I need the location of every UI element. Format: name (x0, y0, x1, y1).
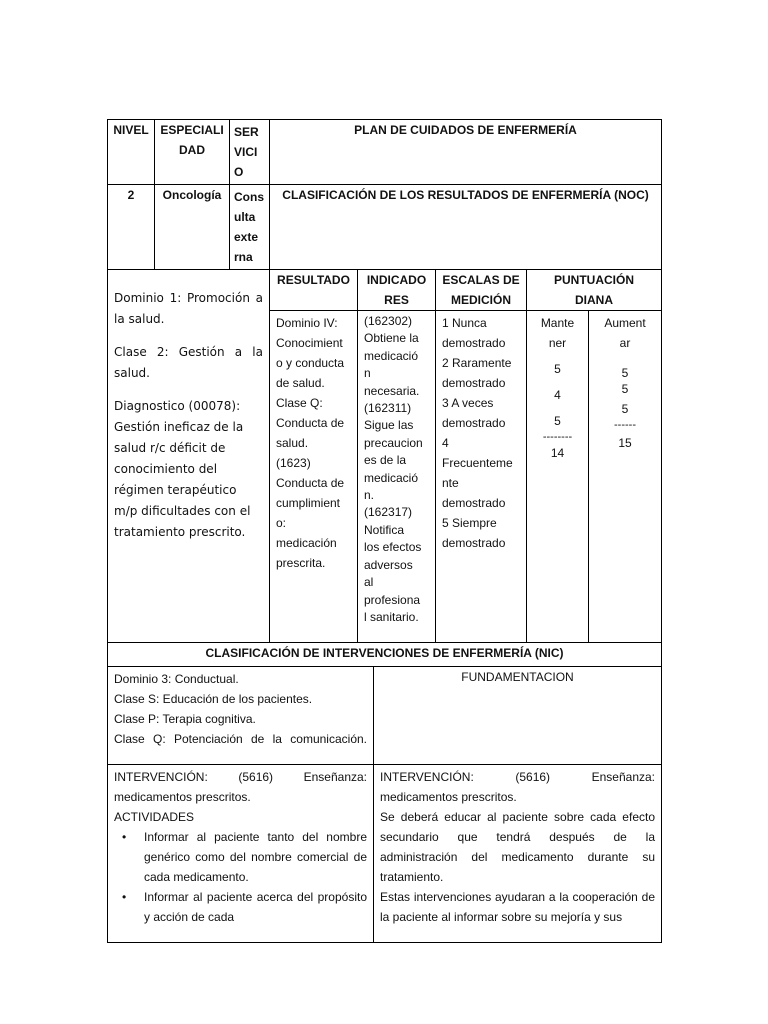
fundamentacion-header: FUNDAMENTACION (374, 667, 662, 765)
page-title: PLAN DE CUIDADOS DE ENFERMERÍA (270, 120, 662, 185)
diagnostico-text: Diagnostico (00078): Gestión ineficaz de la salud r/c déficit de conocimiento del régimen terapéutico m/p dificultades con el tratamiento prescrito. (114, 399, 251, 539)
header-nivel: NIVEL (108, 120, 155, 185)
mantener-separator: -------- (542, 431, 573, 443)
nic-title: CLASIFICACIÓN DE INTERVENCIONES DE ENFERMERÍA (NIC) (108, 643, 662, 667)
aumentar-value: 5 (621, 382, 629, 396)
indicadores-list: (162302) Obtiene la medicació n necesaria. (162311) Sigue las precaucion es de la medicació n. (162317) Notifica los efectos adversos al profesiona l sanitario. (358, 311, 436, 643)
mantener-value: 5 (554, 362, 561, 376)
nic-domain-cell (108, 667, 374, 765)
aumentar-separator: ------ (614, 419, 636, 431)
especialidad-value: Oncología (155, 185, 230, 270)
nic-clase-p: Clase P: Terapia cognitiva. (114, 712, 256, 726)
resultado-list: Dominio IV: Conocimient o y conducta de salud. Clase Q: Conducta de salud. (1623) Conducta de cumplimient o: medicación prescrita. (270, 311, 358, 643)
dominio-text: Dominio 1: Promoción a la salud. (114, 291, 263, 326)
nivel-value: 2 (108, 185, 155, 270)
noc-title: CLASIFICACIÓN DE LOS RESULTADOS DE ENFERMERÍA (NOC) (270, 185, 662, 270)
mantener-value: 5 (554, 414, 561, 428)
aumentar-value: 5 (621, 366, 629, 380)
nic-clase-q: Clase Q: Potenciación de la comunicación. (114, 732, 367, 746)
puntuacion-mantener: Mante ner 5 4 5 -------- 14 (527, 311, 589, 643)
actividades-list (114, 827, 367, 927)
aumentar-total: 15 (618, 436, 632, 450)
nic-dominio: Dominio 3: Conductual. (114, 672, 239, 686)
intervention-left-cell (108, 765, 374, 943)
header-puntuacion: PUNTUACIÓN DIANA (527, 270, 662, 311)
header-indicadores: INDICADO RES (358, 270, 436, 311)
intervention-right-cell (374, 765, 662, 943)
header-servicio: SER VICI O (230, 120, 270, 185)
list-item: • Informar al paciente acerca del propósito y acción de cada (144, 887, 367, 927)
header-resultado: RESULTADO (270, 270, 358, 311)
aumentar-value: 5 (621, 402, 629, 416)
nic-clase-s: Clase S: Educación de los pacientes. (114, 692, 313, 706)
header-especialidad: ESPECIALI DAD (155, 120, 230, 185)
care-plan-document (107, 119, 661, 943)
care-plan-table (107, 119, 662, 643)
puntuacion-aumentar: Aument ar 5 5 5 ------ 15 (589, 311, 662, 643)
list-item: • Informar al paciente tanto del nombre genérico como del nombre comercial de cada medicamento. (144, 827, 367, 887)
clase-text: Clase 2: Gestión a la salud. (114, 345, 263, 380)
diagnosis-cell (108, 270, 270, 643)
fundamentacion-paragraph-2: Estas intervenciones ayudaran a la cooperación de la paciente al informar sobre su mejoría y sus (380, 890, 655, 924)
fundamentacion-paragraph-1: Se deberá educar al paciente sobre cada efecto secundario que tendrá después de la administración del medicamento durante su tratamiento. (380, 810, 655, 884)
intervencion-right: INTERVENCIÓN: (5616) Enseñanza: medicamentos prescritos. (380, 770, 655, 804)
nic-table (107, 642, 662, 943)
servicio-value: Cons ulta exte rna (230, 185, 270, 270)
header-escalas: ESCALAS DE MEDICIÓN (436, 270, 527, 311)
escalas-list: 1 Nunca demostrado 2 Raramente demostrado 3 A veces demostrado 4 Frecuenteme nte demostrado 5 Siempre demostrado (436, 311, 527, 643)
actividades-label: ACTIVIDADES (114, 810, 195, 824)
mantener-value: 4 (554, 388, 561, 402)
intervencion-left: INTERVENCIÓN: (5616) Enseñanza: medicamentos prescritos. (114, 770, 367, 804)
mantener-total: 14 (550, 446, 565, 460)
